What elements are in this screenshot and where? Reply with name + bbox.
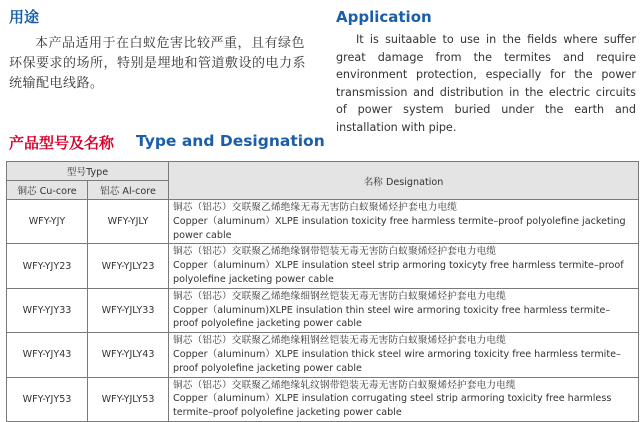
cu-model: WFY-YJY53 [7, 377, 88, 421]
designation-en: Copper（aluminum）XLPE insulation steel strip armoring toxicyty free harmless termite–proof polyolefine jacketing power cable [173, 260, 624, 285]
table-row [7, 244, 639, 288]
designation-cell [169, 377, 639, 421]
designation-cell [169, 288, 639, 332]
designation-cn: 铜芯（铝芯）交联聚乙烯绝缘粗钢丝铠装无毒无害防白蚁聚烯烃护套电力电缆 [173, 335, 507, 347]
designation-en: Copper（aluminum)XLPE insulation thin steel wire armoring toxicity free harmless termite–proof polyolefine jacketing power cable [173, 304, 611, 330]
application-title: Application [336, 8, 432, 26]
al-model: WFY-YJLY43 [88, 333, 169, 377]
designation-en: Copper（aluminum）XLPE insulation thick steel wire armoring toxicity free harmless termite–proof polyolefine jacketing power cable [173, 348, 621, 374]
header-designation: 名称 Designation [169, 162, 639, 200]
table-row [7, 288, 639, 332]
designation-cell [169, 333, 639, 377]
cu-model: WFY-YJY33 [7, 288, 88, 332]
designation-en: Copper（aluminum）XLPE insulation toxicity free harmless termite–proof polyolefine jacketing power cable [173, 215, 626, 241]
table-row [7, 200, 639, 244]
section-title-cn: 产品型号及名称 [9, 134, 115, 152]
designation-cell [169, 200, 639, 244]
designation-cn: 铜芯（铝芯）交联聚乙烯绝缘钢带铠装无毒无害防白蚁聚烯烃护套电力电缆 [173, 246, 497, 258]
usage-body [9, 34, 315, 94]
table-row [7, 333, 639, 377]
designation-table [6, 161, 639, 422]
cu-model: WFY-YJY43 [7, 333, 88, 377]
designation-cn: 铜芯（铝芯）交联聚乙烯绝缘轧纹钢带铠装无毒无害防白蚁聚烯烃护套电力电缆 [173, 379, 516, 391]
application-body-text: It is suitaable to use in the fields where suffer great damage from the termites and require environment protection, especially for the power transmission and distribution in the electric circuits of power system buried under the earth and installation with pipe. [336, 33, 636, 134]
application-body [336, 31, 636, 136]
al-model: WFY-YJLY23 [88, 244, 169, 288]
header-cu-core: 铜芯 Cu-core [7, 181, 88, 200]
table-row [7, 377, 639, 421]
usage-title: 用途 [9, 8, 40, 26]
al-model: WFY-YJLY [88, 200, 169, 244]
header-al-core: 铝芯 Al-core [88, 181, 169, 200]
designation-cn: 铜芯（铝芯）交联聚乙烯绝缘细钢丝铠装无毒无害防白蚁聚烯烃护套电力电缆 [173, 290, 507, 302]
usage-body-text: 本产品适用于在白蚁危害比较严重，且有绿色环保要求的场所，特别是埋地和管道敷设的电力系统输配电线路。 [9, 36, 307, 91]
al-model: WFY-YJLY33 [88, 288, 169, 332]
al-model: WFY-YJLY53 [88, 377, 169, 421]
header-type: 型号Type [7, 162, 169, 181]
section-title-en: Type and Designation [136, 132, 325, 150]
designation-cell [169, 244, 639, 288]
cu-model: WFY-YJY23 [7, 244, 88, 288]
cu-model: WFY-YJY [7, 200, 88, 244]
designation-cn: 铜芯（铝芯）交联聚乙烯绝缘无毒无害防白蚁聚烯烃护套电力电缆 [173, 202, 458, 213]
designation-en: Copper（aluminum）XLPE insulation corrugating steel strip armoring toxicity free harmless termite–proof polyolefine jacketing power cable [173, 393, 612, 419]
